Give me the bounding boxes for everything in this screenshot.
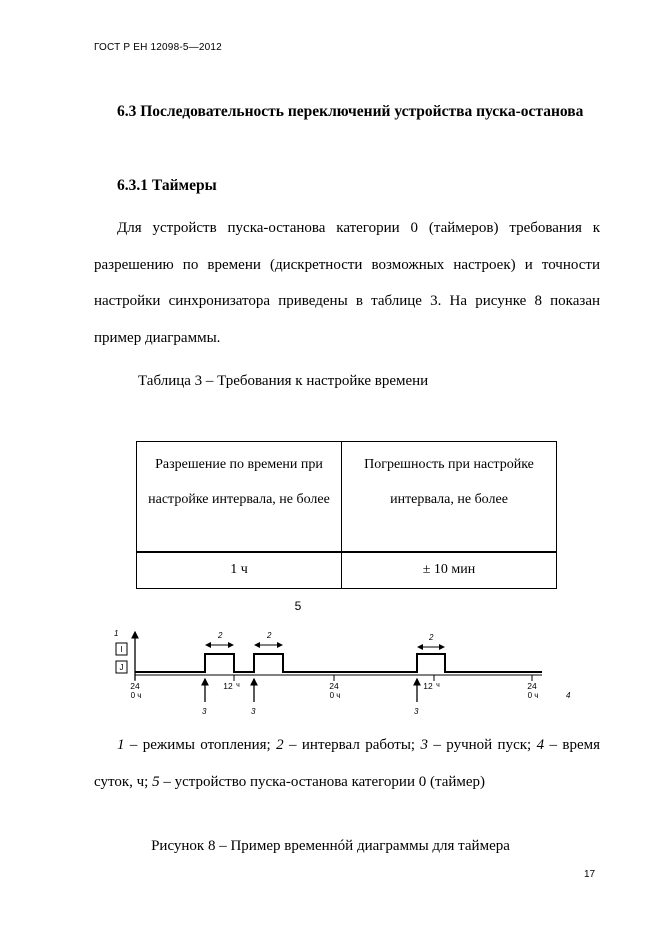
legend-number: 5 <box>152 774 160 790</box>
legend-number: 4 <box>536 737 545 753</box>
tick-hour: 12 <box>423 681 433 691</box>
legend-text: – интервал работы; <box>283 737 421 753</box>
manual-start-label: 3 <box>251 707 256 716</box>
time-tick <box>423 675 440 691</box>
manual-start-label: 3 <box>414 707 419 716</box>
section-title: 6.3 Последовательность переключений устройства пуска-останова <box>117 103 584 120</box>
body-paragraph: Для устройств пуска-останова категории 0 (таймеров) требования к разрешению по времени (дискретности возможных настроек) и точности настройки синхронизатора приведены в таблице 3. На рисунке 8 показан пример диаграммы. <box>94 220 600 346</box>
table-cell: ± 10 мин <box>342 552 557 589</box>
legend-number: 2 <box>276 737 284 753</box>
time-axis-label: 4 <box>566 691 571 700</box>
interval-label: 2 <box>429 633 434 642</box>
legend-text: – режимы отопления; <box>124 737 277 753</box>
device-label: 5 <box>294 599 302 613</box>
timer-diagram <box>100 598 580 720</box>
legend-text: – ручной пуск; <box>428 737 537 753</box>
modes-label: 1 <box>114 629 119 638</box>
time-tick <box>527 675 538 700</box>
tick-unit: 0 ч <box>329 691 341 700</box>
time-tick <box>130 675 141 700</box>
subsection-title: 6.3.1 Таймеры <box>117 177 217 194</box>
tick-unit: ч <box>436 682 440 689</box>
table-cell: 1 ч <box>137 552 342 589</box>
tick-unit: 0 ч <box>527 691 539 700</box>
tick-hour: 24 <box>329 681 339 691</box>
mode-on-label: I <box>120 645 123 654</box>
legend-number: 3 <box>420 737 428 753</box>
tick-hour: 12 <box>223 681 233 691</box>
page-number: 17 <box>584 869 596 880</box>
requirements-table <box>136 441 557 589</box>
table-row <box>137 552 557 589</box>
interval-label: 2 <box>267 631 272 640</box>
legend-number: 1 <box>117 737 125 753</box>
table-header-row <box>137 442 557 553</box>
mode-off-label: J <box>119 663 124 672</box>
figure-caption: Рисунок 8 – Пример временнóй диаграммы для таймера <box>151 838 510 854</box>
tick-hour: 24 <box>130 681 140 691</box>
heating-signal <box>135 654 542 672</box>
legend-text: – устройство пуска-останова категории 0 (таймер) <box>159 774 486 790</box>
manual-start-label: 3 <box>202 707 207 716</box>
tick-hour: 24 <box>527 681 537 691</box>
table-header-cell: Погрешность при настройке интервала, не более <box>342 442 557 553</box>
legend-text: – время суток, ч; <box>94 737 600 790</box>
time-tick <box>329 675 340 700</box>
interval-label: 2 <box>218 631 223 640</box>
table-caption: Таблица 3 – Требования к настройке времени <box>138 373 429 389</box>
figure-legend <box>94 727 600 801</box>
document-header: ГОСТ Р ЕН 12098-5—2012 <box>94 42 222 53</box>
tick-unit: 0 ч <box>130 691 142 700</box>
table-header-cell: Разрешение по времени при настройке интервала, не более <box>137 442 342 553</box>
time-tick <box>223 675 240 691</box>
tick-unit: ч <box>236 682 240 689</box>
